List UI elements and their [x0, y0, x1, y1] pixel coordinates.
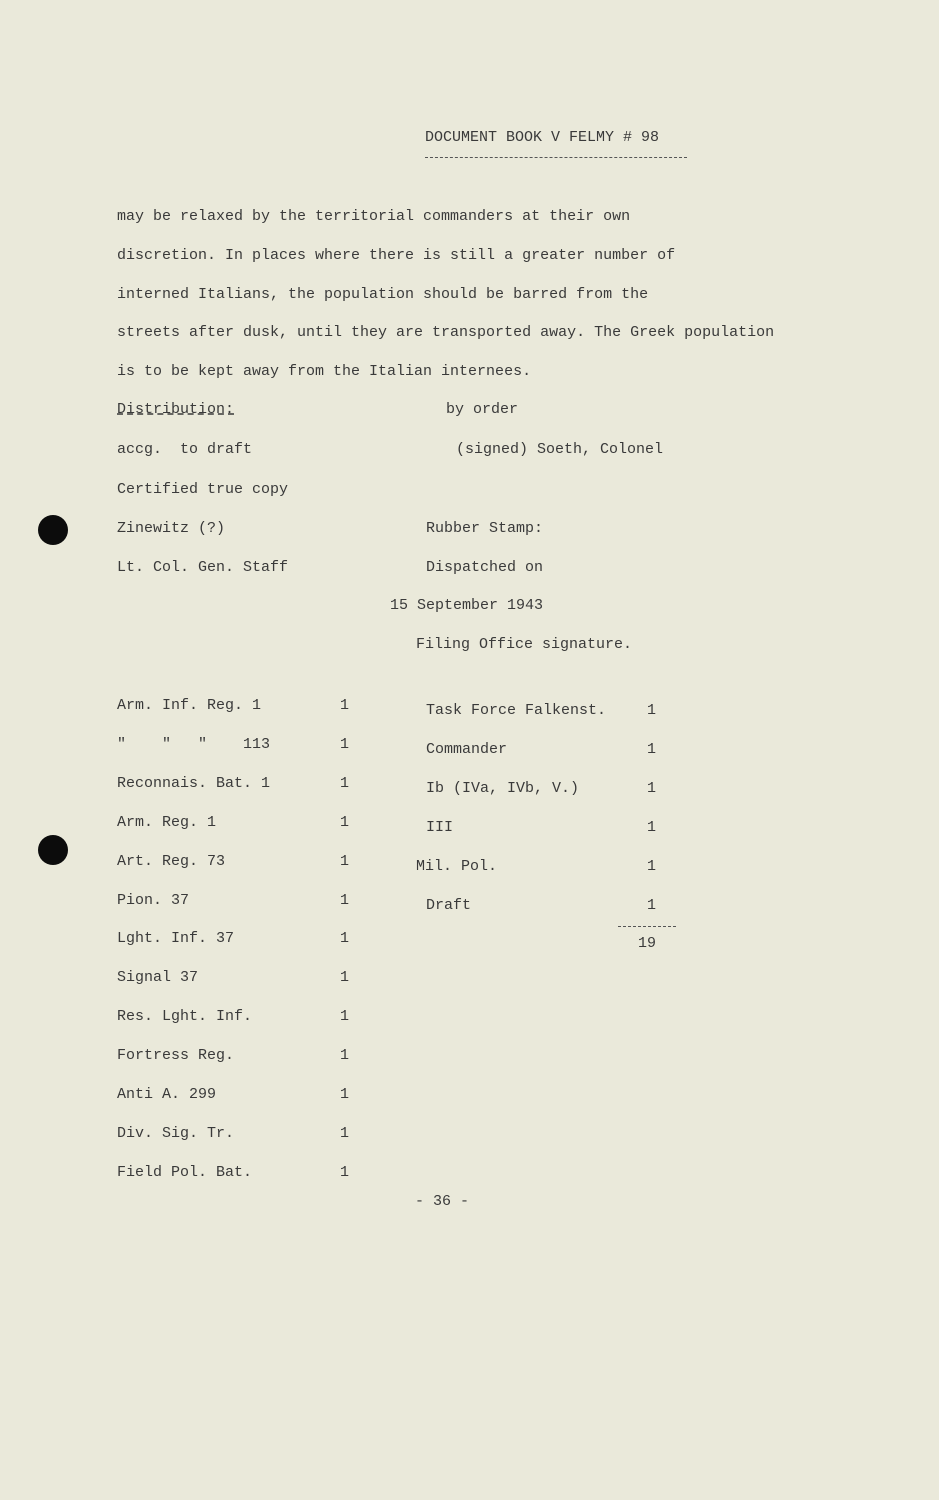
- body-line: may be relaxed by the territorial commanders at their own: [117, 208, 631, 225]
- distribution-unit: III: [426, 819, 454, 836]
- distribution-count: 1: [647, 780, 657, 797]
- distribution-count: 1: [340, 1086, 350, 1103]
- distribution-count: 1: [340, 852, 350, 870]
- distribution-unit: Field Pol. Bat.: [117, 1163, 253, 1181]
- distribution-count: 1: [340, 774, 350, 792]
- distribution-unit: Art. Reg. 73: [117, 852, 226, 870]
- filing-office: Filing Office signature.: [416, 636, 633, 653]
- distribution-count: 1: [647, 858, 657, 875]
- distribution-unit: Ib (IVa, IVb, V.): [426, 780, 580, 797]
- distribution-count: 1: [340, 1163, 350, 1181]
- distribution-unit: Lght. Inf. 37: [117, 930, 235, 948]
- distribution-unit: Signal 37: [117, 969, 199, 987]
- distribution-unit: Reconnais. Bat. 1: [117, 774, 271, 792]
- distribution-unit: Pion. 37: [117, 891, 190, 909]
- total-rule: [618, 926, 676, 927]
- distribution-count: 1: [340, 697, 350, 714]
- distribution-unit: Arm. Reg. 1: [117, 813, 217, 831]
- certifier-rank: Lt. Col. Gen. Staff: [117, 559, 289, 576]
- distribution-count: 1: [647, 702, 657, 719]
- punch-hole: [38, 515, 68, 545]
- distribution-count: 1: [647, 819, 657, 836]
- distribution-unit: Mil. Pol.: [416, 858, 498, 875]
- distribution-unit: Div. Sig. Tr.: [117, 1124, 235, 1142]
- distribution-unit: Res. Lght. Inf.: [117, 1008, 253, 1026]
- distribution-unit: Commander: [426, 741, 508, 758]
- header-underline: [425, 157, 687, 158]
- body-line: streets after dusk, until they are transported away. The Greek population: [117, 324, 775, 342]
- distribution-count: 1: [340, 891, 350, 909]
- dispatched-on: Dispatched on: [426, 559, 544, 576]
- distribution-count: 1: [340, 735, 350, 753]
- distribution-unit: Fortress Reg.: [117, 1047, 235, 1065]
- distribution-unit: Anti A. 299: [117, 1086, 217, 1103]
- distribution-unit: Draft: [426, 897, 472, 914]
- rubber-stamp: Rubber Stamp:: [426, 520, 544, 537]
- by-order: by order: [446, 401, 519, 418]
- body-line: interned Italians, the population should be barred from the: [117, 285, 649, 303]
- distribution-count: 1: [340, 1008, 350, 1026]
- page-number: - 36 -: [415, 1193, 470, 1210]
- total-count: 19: [638, 935, 657, 952]
- distribution-label: Distribution:: [117, 401, 235, 418]
- signature: (signed) Soeth, Colonel: [456, 441, 664, 458]
- distribution-count: 1: [340, 969, 350, 987]
- certified-true-copy: Certified true copy: [117, 481, 289, 498]
- distribution-unit: Task Force Falkenst.: [426, 702, 607, 719]
- distribution-count: 1: [340, 930, 350, 948]
- document-header: DOCUMENT BOOK V FELMY # 98: [425, 129, 660, 146]
- distribution-unit: " " " 113: [117, 735, 271, 753]
- body-line: discretion. In places where there is still a greater number of: [117, 246, 676, 264]
- distribution-unit: Arm. Inf. Reg. 1: [117, 697, 262, 714]
- punch-hole: [38, 835, 68, 865]
- body-line: is to be kept away from the Italian internees.: [117, 363, 532, 381]
- distribution-count: 1: [647, 741, 657, 758]
- according-to-draft: accg. to draft: [117, 441, 253, 458]
- distribution-count: 1: [340, 1124, 350, 1142]
- certifier-name: Zinewitz (?): [117, 520, 226, 537]
- dispatch-date: 15 September 1943: [390, 597, 544, 614]
- distribution-count: 1: [340, 1047, 350, 1065]
- distribution-count: 1: [340, 813, 350, 831]
- distribution-count: 1: [647, 897, 657, 914]
